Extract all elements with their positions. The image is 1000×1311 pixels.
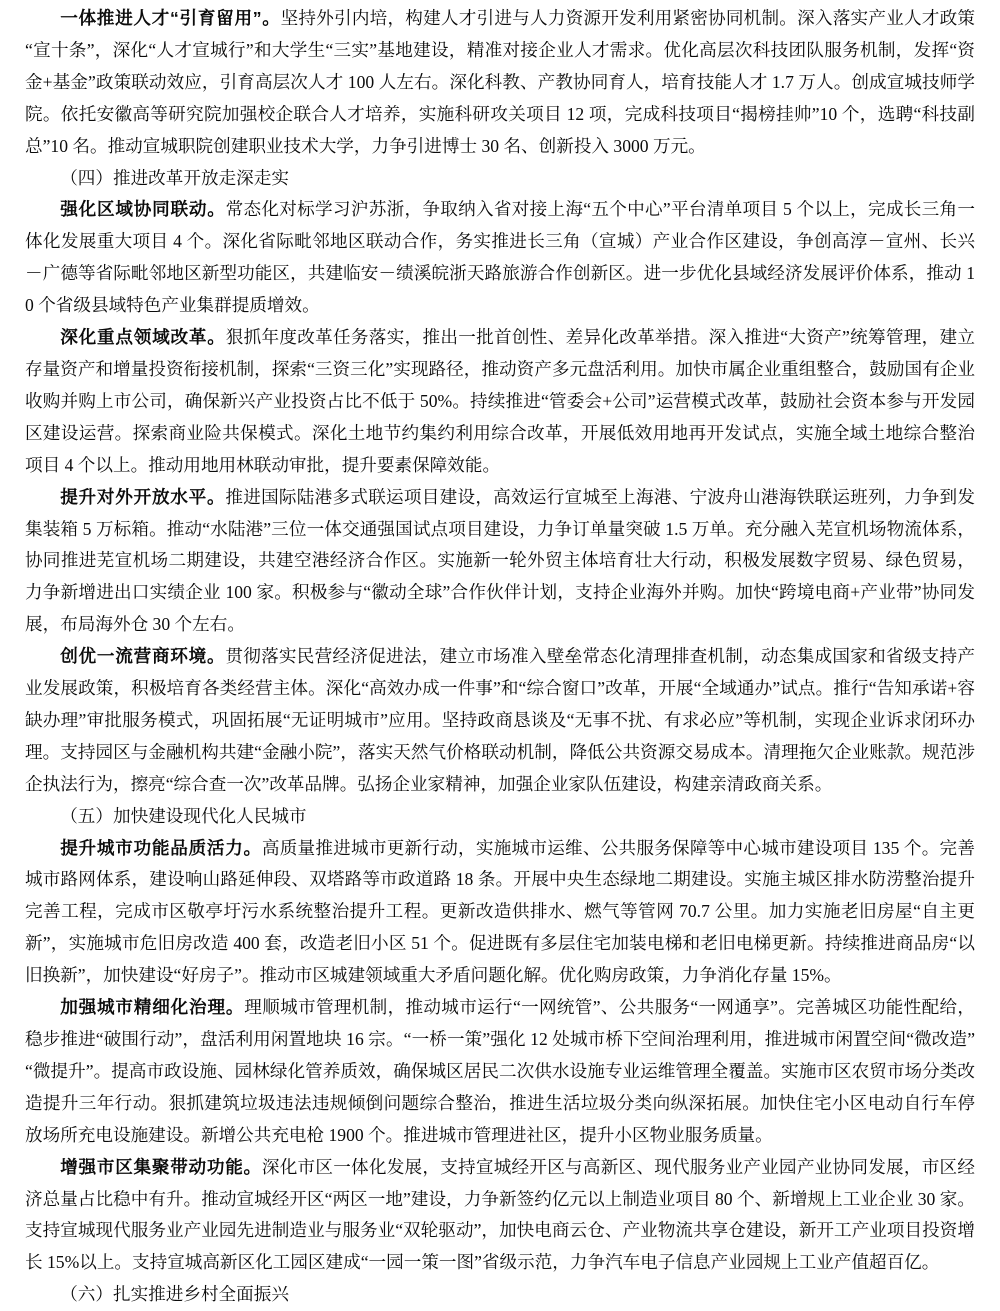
paragraph-body-text: 深化市区一体化发展，支持宣城经开区与高新区、现代服务业产业园产业协同发展，市区经济总量占比稳中有升。推动宣城经开区“两区一地”建设，力争新签约亿元以上制造业项目 80 个、新增规上工业企业 30 家。支持宣城现代服务业产业园先进制造业与服务业“双轮驱动”，加快电商云仓、产业物流共享仓建设，新开工产业项目投资增长 15%以上。支持宣城高新区化工园区建成“一园一策一图”省级示范，力争汽车电子信息产业园规上工业产值超百亿。 [25, 1156, 975, 1273]
section-heading-text: （五）加快建设现代化人民城市 [60, 805, 307, 826]
paragraph-lead-text: 提升城市功能品质活力。 [60, 837, 262, 858]
paragraph-lead-text: 一体推进人才“引育留用”。 [60, 8, 281, 28]
paragraph-lead-text: 提升对外开放水平。 [60, 486, 226, 507]
paragraph [25, 482, 975, 642]
paragraph-lead-text: 加强城市精细化治理。 [60, 997, 245, 1018]
paragraph [25, 641, 975, 801]
paragraph [25, 322, 975, 482]
paragraph-lead-text: 深化重点领域改革。 [60, 327, 226, 348]
section-heading [25, 1279, 975, 1311]
section-heading [25, 163, 975, 195]
paragraph-body-text: 狠抓年度改革任务落实，推出一批首创性、差异化改革举措。深入推进“大资产”统筹管理，建立存量资产和增量投资衔接机制，探索“三资三化”实现路径，推动资产多元盘活利用。加快市属企业重组整合，鼓励国有企业收购并购上市公司，确保新兴产业投资占比不低于 50%。持续推进“管委会+公司”运营模式改革，鼓励社会资本参与开发园区建设运营。探索商业险共保模式。深化土地节约集约利用综合改革，开展低效用地再开发试点，实施全域土地综合整治项目 4 个以上。推动用地用林联动审批，提升要素保障效能。 [25, 327, 975, 475]
paragraph-body-text: 高质量推进城市更新行动，实施城市运维、公共服务保障等中心城市建设项目 135 个。完善城市路网体系，建设响山路延伸段、双塔路等市政道路 18 条。开展中央生态绿地二期建设。实施主城区排水防涝整治提升完善工程，完成市区敬亭圩污水系统整治提升工程。更新改造供排水、燃气等管网 70.7 公里。加力实施老旧房屋“自主更新”，实施城市危旧房改造 400 套，改造老旧小区 51 个。促进既有多层住宅加装电梯和老旧电梯更新。持续推进商品房“以旧换新”，加快建设“好房子”。推动市区城建领域重大矛盾问题化解。优化购房政策，力争消化存量 15%。 [25, 837, 975, 986]
paragraph [25, 1152, 975, 1280]
paragraph-body-text: 推进国际陆港多式联运项目建设，高效运行宣城至上海港、宁波舟山港海铁联运班列，力争到发集装箱 5 万标箱。推动“水陆港”三位一体交通强国试点项目建设，力争订单量突破 1.5 万单。充分融入芜宣机场物流体系，协同推进芜宣机场二期建设，共建空港经济合作区。实施新一轮外贸主体培育壮大行动，积极发展数字贸易、绿色贸易，力争新增进出口实绩企业 100 家。积极参与“徽动全球”合作伙伴计划，支持企业海外并购。加快“跨境电商+产业带”协同发展，布局海外仓 30 个左右。 [25, 486, 975, 635]
paragraph-lead-text: 强化区域协同联动。 [60, 199, 226, 220]
paragraph-body-text: 理顺城市管理机制，推动城市运行“一网统管”、公共服务“一网通享”。完善城区功能性配给，稳步推进“破围行动”，盘活利用闲置地块 16 宗。“一桥一策”强化 12 处城市桥下空间治理利用，推进城市闲置空间“微改造”“微提升”。提高市政设施、园林绿化管养质效，确保城区居民二次供水设施专业运维管理全覆盖。实施市区农贸市场分类改造提升三年行动。狠抓建筑垃圾违法违规倾倒问题综合整治，推进生活垃圾分类向纵深拓展。加快住宅小区电动自行车停放场所充电设施建设。新增公共充电枪 1900 个。推进城市管理进社区，提升小区物业服务质量。 [25, 997, 975, 1145]
paragraph [25, 833, 975, 993]
section-heading [25, 801, 975, 833]
paragraph [25, 3, 975, 163]
section-heading-text: （六）扎实推进乡村全面振兴 [60, 1284, 289, 1305]
paragraph-lead-text: 创优一流营商环境。 [60, 646, 226, 667]
paragraph-body-text: 常态化对标学习沪苏浙，争取纳入省对接上海“五个中心”平台清单项目 5 个以上，完成长三角一体化发展重大项目 4 个。深化省际毗邻地区联动合作，务实推进长三角（宣城）产业合作区建设，争创高淳－宣州、长兴－广德等省际毗邻地区新型功能区，共建临安－绩溪皖浙天路旅游合作创新区。进一步优化县域经济发展评价体系，推动 10 个省级县域特色产业集群提质增效。 [25, 199, 975, 316]
paragraph [25, 194, 975, 322]
paragraph-body-text: 贯彻落实民营经济促进法，建立市场准入壁垒常态化清理排查机制，动态集成国家和省级支持产业发展政策，积极培育各类经营主体。深化“高效办成一件事”和“综合窗口”改革，开展“全域通办”试点。推行“告知承诺+容缺办理”审批服务模式，巩固拓展“无证明城市”应用。坚持政商恳谈及“无事不扰、有求必应”等机制，实现企业诉求闭环办理。支持园区与金融机构共建“金融小院”，落实天然气价格联动机制，降低公共资源交易成本。清理拖欠企业账款。规范涉企执法行为，擦亮“综合查一次”改革品牌。弘扬企业家精神，加强企业家队伍建设，构建亲清政商关系。 [25, 646, 975, 794]
paragraph-lead-text: 增强市区集聚带动功能。 [60, 1156, 262, 1177]
paragraph-body-text: 坚持外引内培，构建人才引进与人力资源开发利用紧密协同机制。深入落实产业人才政策“宣十条”，深化“人才宣城行”和大学生“三实”基地建设，精准对接企业人才需求。优化高层次科技团队服务机制，发挥“资金+基金”政策联动效应，引育高层次人才 100 人左右。深化科教、产教协同育人，培育技能人才 1.7 万人。创成宣城技师学院。依托安徽高等研究院加强校企联合人才培养，实施科研攻关项目 12 项，完成科技项目“揭榜挂帅”10 个，选聘“科技副总”10 名。推动宣城职院创建职业技术大学，力争引进博士 30 名、创新投入 3000 万元。 [25, 8, 975, 156]
section-heading-text: （四）推进改革开放走深走实 [60, 167, 289, 188]
paragraph [25, 992, 975, 1152]
